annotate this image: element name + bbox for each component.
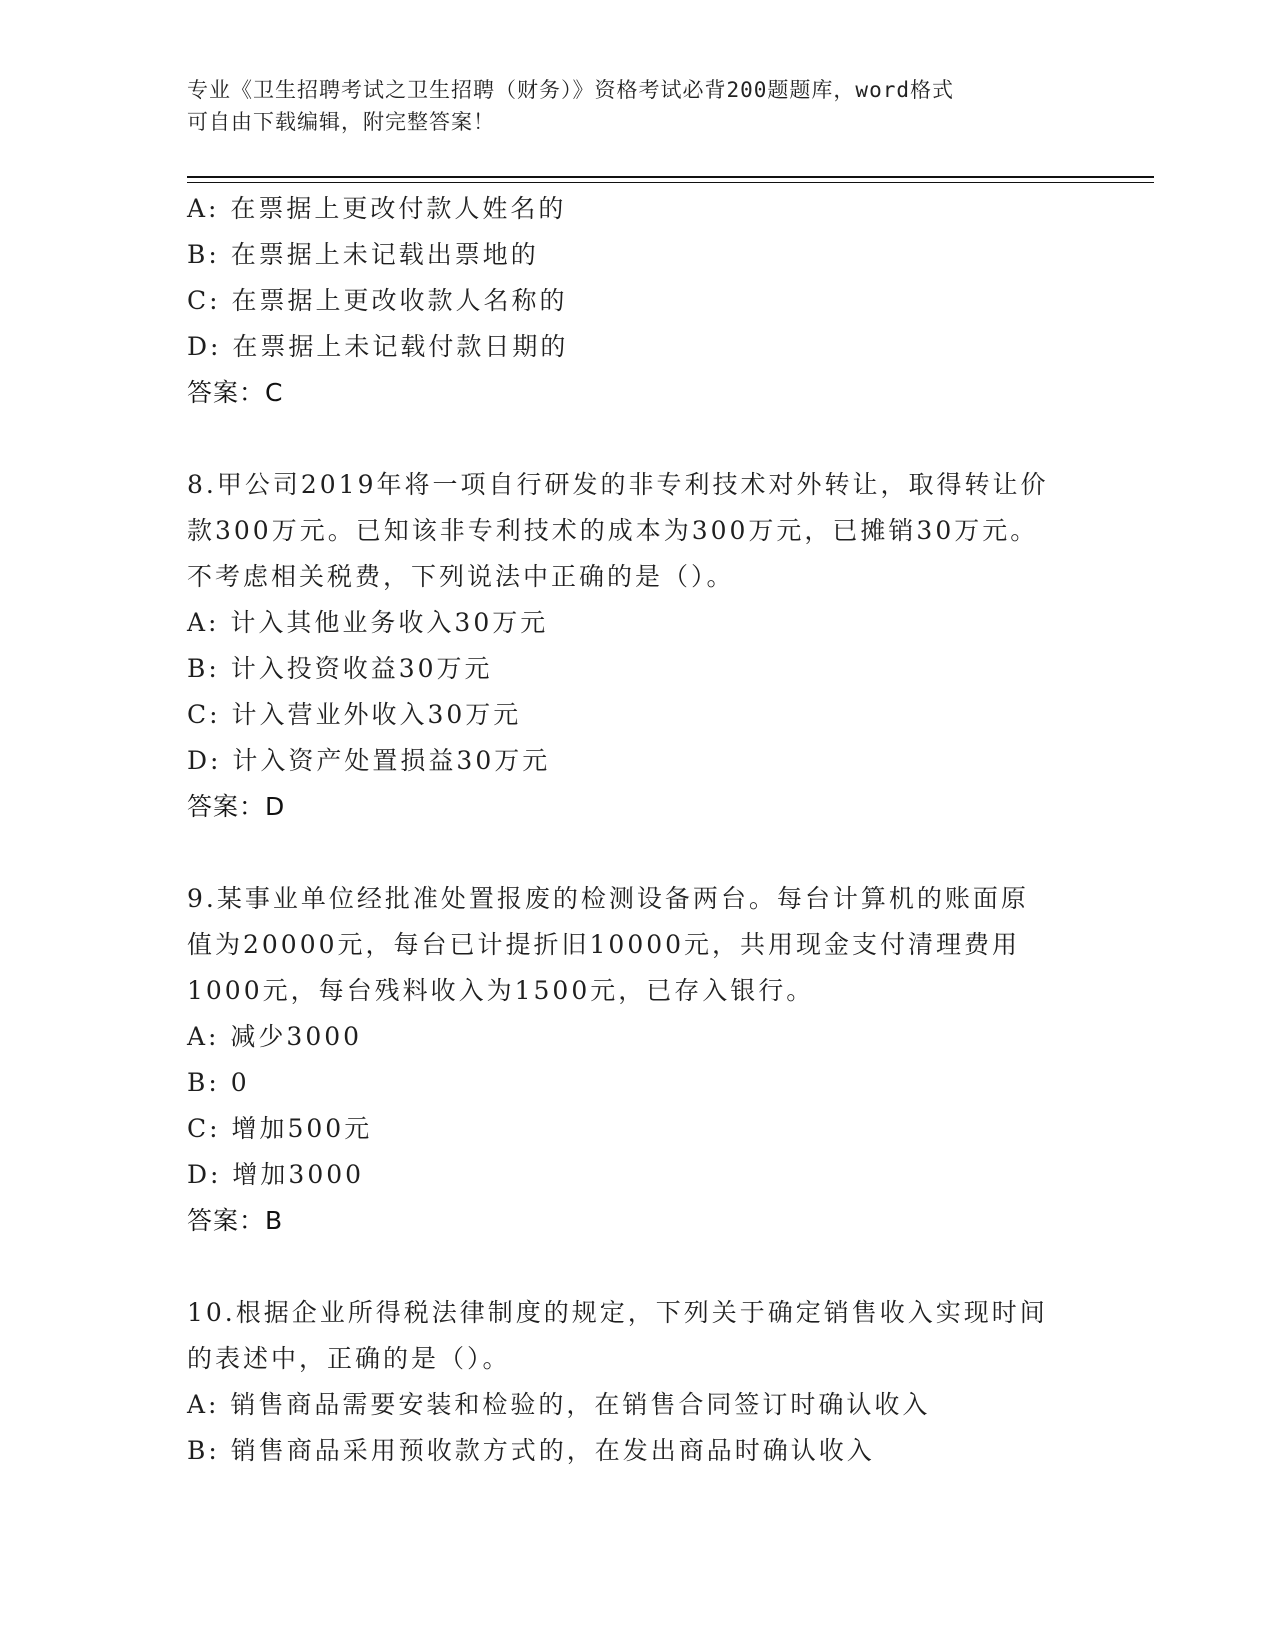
option-d: D: 增加3000 [187,1160,365,1189]
question-stem-line: 款300万元。已知该非专利技术的成本为300万元，已摊销30万元。 [187,516,1039,545]
option-d: D: 计入资产处置损益30万元 [187,746,551,775]
question-stem-line: 8.甲公司2019年将一项自行研发的非专利技术对外转让，取得转让价 [187,470,1049,499]
question-8 [187,462,1087,830]
option-c: C: 增加500元 [187,1114,373,1143]
question-10 [187,1290,1087,1474]
option-b: B: 计入投资收益30万元 [187,654,493,683]
question-stem-line: 不考虑相关税费，下列说法中正确的是（）。 [187,562,735,591]
question-stem-line: 9.某事业单位经批准处置报废的检测设备两台。每台计算机的账面原 [187,884,1029,913]
header-line-1: 专业《卫生招聘考试之卫生招聘（财务）》资格考试必背200题题库，word格式 [187,78,954,102]
option-c: C: 在票据上更改收款人名称的 [187,286,568,315]
spacer [187,1244,1087,1290]
option-a: A: 计入其他业务收入30万元 [187,608,549,637]
question-stem-line: 的表述中，正确的是（）。 [187,1344,511,1373]
question-stem-line: 1000元，每台残料收入为1500元，已存入银行。 [187,976,815,1005]
question-9 [187,876,1087,1244]
spacer [187,416,1087,462]
option-a: A: 在票据上更改付款人姓名的 [187,194,567,223]
option-b: B: 在票据上未记载出票地的 [187,240,539,269]
option-b: B: 销售商品采用预收款方式的，在发出商品时确认收入 [187,1436,875,1465]
option-a: A: 销售商品需要安装和检验的，在销售合同签订时确认收入 [187,1390,931,1419]
option-d: D: 在票据上未记载付款日期的 [187,332,569,361]
option-a: A: 减少3000 [187,1022,363,1051]
header-divider-thin [187,182,1154,183]
header-divider-thick [187,176,1154,178]
question-7 [187,186,1087,416]
document-header [187,74,1087,138]
header-line-2: 可自由下载编辑，附完整答案！ [187,110,495,134]
answer-label: 答案：D [187,792,286,821]
answer-label: 答案：C [187,378,284,407]
option-c: C: 计入营业外收入30万元 [187,700,522,729]
question-stem-line: 10.根据企业所得税法律制度的规定，下列关于确定销售收入实现时间 [187,1298,1048,1327]
question-stem-line: 值为20000元，每台已计提折旧10000元，共用现金支付清理费用 [187,930,1021,959]
option-b: B: 0 [187,1068,250,1097]
spacer [187,830,1087,876]
question-list [187,186,1087,1474]
answer-label: 答案：B [187,1206,284,1235]
